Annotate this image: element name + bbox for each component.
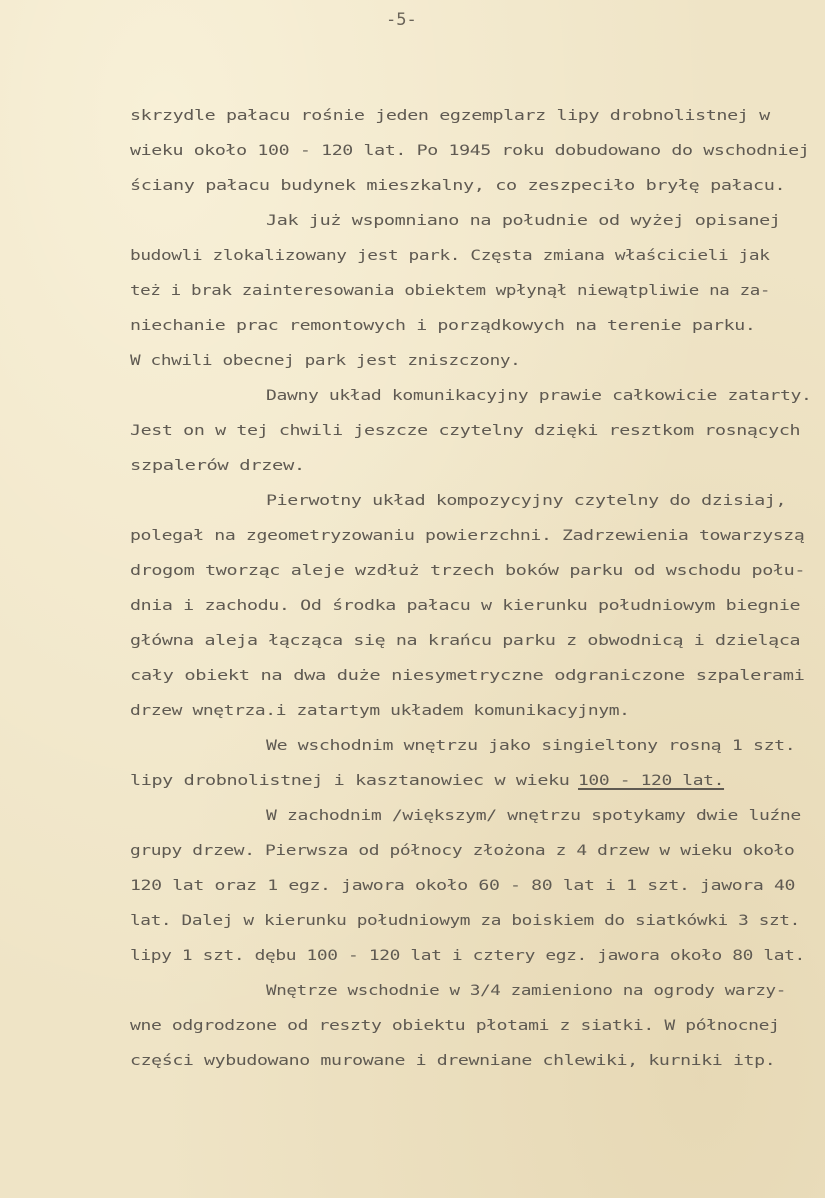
text-line: Dawny układ komunikacyjny prawie całkowicie zatarty. <box>266 388 812 404</box>
text-line-underlined: 100 - 120 lat. <box>578 773 725 789</box>
text-line: skrzydle pałacu rośnie jeden egzemplarz lipy drobnolistnej w <box>130 108 770 124</box>
text-line: wieku około 100 - 120 lat. Po 1945 roku dobudowano do wschodniej <box>130 143 810 159</box>
text-line: Wnętrze wschodnie w 3/4 zamieniono na ogrody warzy- <box>266 983 786 999</box>
page-number: -5- <box>386 10 417 30</box>
text-line: budowli zlokalizowany jest park. Częsta zmiana właścicieli jak <box>130 248 770 264</box>
text-line: cały obiekt na dwa duże niesymetryczne odgraniczone szpalerami <box>130 668 805 684</box>
text-line: Pierwotny układ kompozycyjny czytelny do dzisiaj, <box>266 493 787 509</box>
text-line: drzew wnętrza.i zatartym układem komunikacyjnym. <box>130 703 630 719</box>
text-line: We wschodnim wnętrzu jako singieltony rosną 1 szt. <box>266 738 796 754</box>
text-line: dnia i zachodu. Od środka pałacu w kierunku południowym biegnie <box>130 598 801 614</box>
text-line: W chwili obecnej park jest zniszczony. <box>130 353 521 369</box>
text-line: części wybudowano murowane i drewniane chlewiki, kurniki itp. <box>130 1053 776 1069</box>
text-line: polegał na zgeometryzowaniu powierzchni. Zadrzewienia towarzyszą <box>130 528 805 544</box>
text-line: drogom tworząc aleje wzdłuż trzech boków parku od wschodu połu- <box>130 563 806 579</box>
text-line: lipy drobnolistnej i kasztanowiec w wieku <box>130 773 570 789</box>
text-line: ściany pałacu budynek mieszkalny, co zeszpeciło bryłę pałacu. <box>130 178 786 194</box>
text-line: lipy 1 szt. dębu 100 - 120 lat i cztery egz. jawora około 80 lat. <box>130 948 805 964</box>
text-line: szpalerów drzew. <box>130 458 305 474</box>
text-line: lat. Dalej w kierunku południowym za boiskiem do siatkówki 3 szt. <box>130 913 800 929</box>
text-line: główna aleja łącząca się na krańcu parku z obwodnicą i dzieląca <box>130 633 801 649</box>
text-line: wne odgrodzone od reszty obiektu płotami z siatki. W północnej <box>130 1018 780 1034</box>
text-line: 120 lat oraz 1 egz. jawora około 60 - 80 lat i 1 szt. jawora 40 <box>130 878 796 894</box>
text-line: Jak już wspomniano na południe od wyżej opisanej <box>266 213 781 229</box>
text-line: Jest on w tej chwili jeszcze czytelny dzięki resztkom rosnących <box>130 423 801 439</box>
text-line: W zachodnim /większym/ wnętrzu spotykamy dwie luźne <box>266 808 801 824</box>
text-line: niechanie prac remontowych i porządkowych na terenie parku. <box>130 318 756 334</box>
text-line: też i brak zainteresowania obiektem wpłynął niewątpliwie na za- <box>130 283 771 299</box>
text-line: grupy drzew. Pierwsza od północy złożona z 4 drzew w wieku około <box>130 843 795 859</box>
